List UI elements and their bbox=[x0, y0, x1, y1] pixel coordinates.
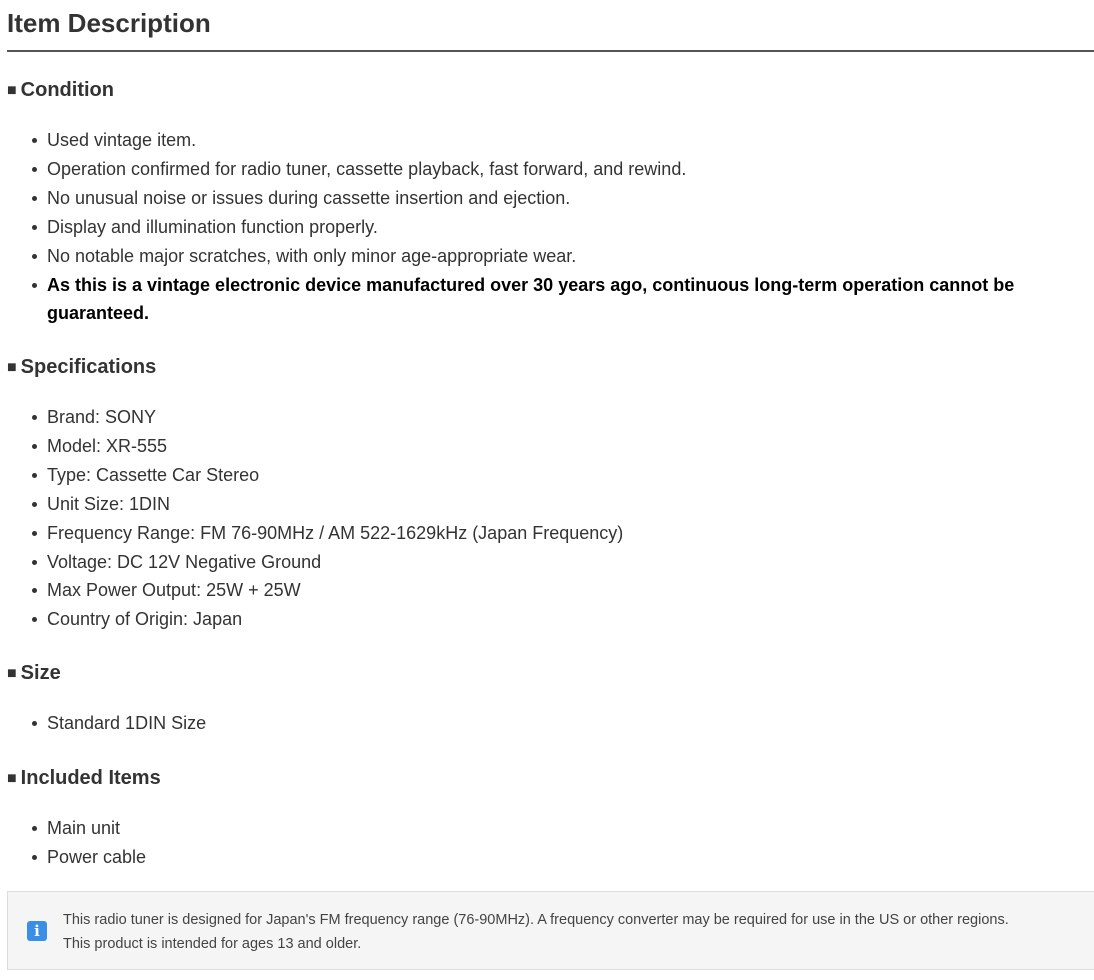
square-marker-icon: ■ bbox=[7, 82, 17, 99]
list-item: Used vintage item. bbox=[47, 126, 1094, 155]
warning-list-item: As this is a vintage electronic device manufactured over 30 years ago, continuous long-term operation cannot be guaranteed. bbox=[47, 271, 1094, 329]
list-item: Model: XR-555 bbox=[47, 432, 1094, 461]
list-item: Power cable bbox=[47, 843, 1094, 872]
list-item: Main unit bbox=[47, 814, 1094, 843]
list-item: Unit Size: 1DIN bbox=[47, 490, 1094, 519]
size-heading-label: Size bbox=[20, 662, 61, 684]
notice-line: This product is intended for ages 13 and older. bbox=[63, 936, 362, 952]
list-item: Brand: SONY bbox=[47, 403, 1094, 432]
item-description bbox=[7, 0, 1094, 952]
list-item: Max Power Output: 25W + 25W bbox=[47, 576, 1094, 605]
condition-list bbox=[7, 126, 1094, 328]
size-section bbox=[7, 660, 1094, 738]
list-item: Operation confirmed for radio tuner, cassette playback, fast forward, and rewind. bbox=[47, 155, 1094, 184]
size-heading bbox=[7, 660, 1094, 687]
included-items-heading bbox=[7, 765, 1094, 792]
notice-line: This radio tuner is designed for Japan's FM frequency range (76-90MHz). A frequency converter may be required for use in the US or other regions. bbox=[63, 912, 1009, 928]
square-marker-icon: ■ bbox=[7, 665, 17, 682]
condition-section bbox=[7, 77, 1094, 328]
specifications-section bbox=[7, 354, 1094, 634]
square-marker-icon: ■ bbox=[7, 770, 17, 787]
list-item: Type: Cassette Car Stereo bbox=[47, 461, 1094, 490]
square-marker-icon: ■ bbox=[7, 359, 17, 376]
list-item: Frequency Range: FM 76-90MHz / AM 522-1629kHz (Japan Frequency) bbox=[47, 519, 1094, 548]
page-title: Item Description bbox=[7, 0, 1094, 52]
specifications-heading bbox=[7, 354, 1094, 381]
included-items-section bbox=[7, 765, 1094, 872]
included-items-list bbox=[7, 814, 1094, 872]
list-item: Display and illumination function properly. bbox=[47, 213, 1094, 242]
condition-heading bbox=[7, 77, 1094, 104]
notice-text bbox=[63, 908, 1074, 956]
included-items-heading-label: Included Items bbox=[20, 767, 161, 789]
list-item: No unusual noise or issues during cassette insertion and ejection. bbox=[47, 184, 1094, 213]
info-notice bbox=[7, 891, 1094, 970]
list-item: Standard 1DIN Size bbox=[47, 709, 1094, 738]
list-item: Voltage: DC 12V Negative Ground bbox=[47, 548, 1094, 577]
list-item: No notable major scratches, with only minor age-appropriate wear. bbox=[47, 242, 1094, 271]
info-icon: i bbox=[27, 921, 47, 941]
condition-heading-label: Condition bbox=[20, 79, 114, 101]
specifications-heading-label: Specifications bbox=[20, 356, 157, 378]
list-item: Country of Origin: Japan bbox=[47, 605, 1094, 634]
specifications-list bbox=[7, 403, 1094, 634]
size-list bbox=[7, 709, 1094, 738]
